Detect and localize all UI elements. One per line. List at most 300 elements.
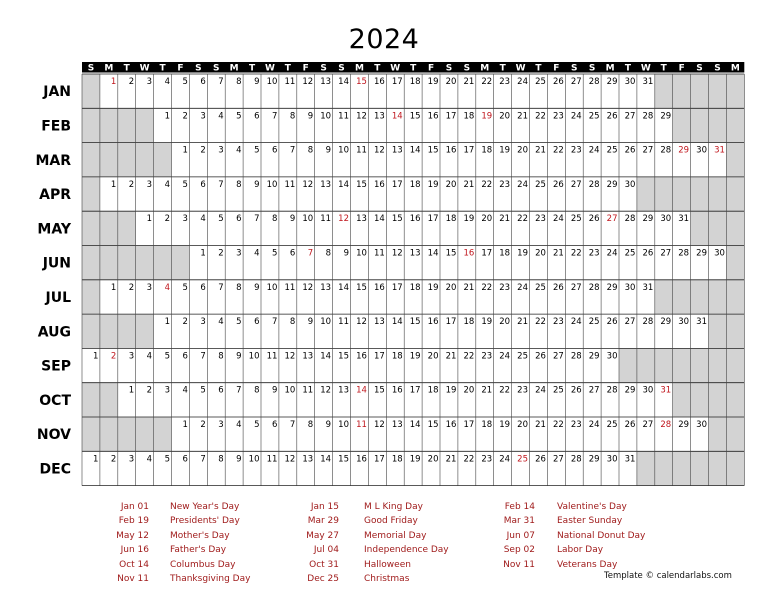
day-number: 22 [481,77,493,87]
holiday-name: Halloween [364,559,411,570]
day-number: 23 [499,282,511,293]
weekday-label: T [499,63,506,74]
day-number: 5 [254,145,260,156]
day-number: 31 [642,282,654,293]
day-number: 20 [445,282,457,293]
day-number: 22 [463,351,475,362]
day-number: 3 [128,454,135,465]
day-number: 12 [284,351,296,362]
day-number: 11 [266,351,278,362]
day-number: 27 [642,145,654,156]
holiday-name: Good Friday [364,516,418,527]
day-number: 22 [481,282,493,293]
day-number: 6 [182,351,188,362]
day-number: 22 [499,385,511,396]
calendar-year-title: 2024 [348,24,420,55]
day-number: 13 [373,317,385,328]
day-number: 17 [391,179,403,190]
month-label: FEB [41,118,71,135]
day-number: 8 [218,351,224,362]
empty-cell [637,451,655,485]
day-number: 22 [481,179,493,190]
empty-cell [709,177,727,211]
empty-cell [100,383,118,417]
day-number: 4 [236,420,242,430]
day-number: 21 [445,351,457,362]
day-number: 3 [146,179,153,190]
empty-cell [136,246,154,280]
empty-cell [673,74,691,108]
day-number: 26 [570,385,582,396]
weekday-label: F [177,63,184,74]
day-number: 8 [325,248,332,259]
day-number: 11 [266,454,278,465]
day-number: 17 [373,351,385,362]
day-number: 15 [373,385,385,396]
empty-cell [673,108,691,142]
empty-cell [154,143,172,177]
weekday-label: M [229,63,239,74]
day-number: 9 [325,420,332,430]
day-number: 21 [481,385,493,396]
day-number: 12 [302,179,314,190]
weekday-label: F [427,63,435,74]
weekday-label: S [463,63,471,74]
day-number: 15 [338,351,349,362]
day-number: 29 [660,111,672,122]
empty-cell [691,451,709,485]
day-number: 15 [356,179,367,190]
day-number: 31 [642,77,654,87]
day-number: 1 [128,385,135,396]
weekday-label: S [338,63,345,74]
day-number: 10 [356,248,367,259]
day-number: 2 [128,179,135,190]
day-number: 7 [218,77,224,87]
empty-cell [691,211,709,245]
day-number: 9 [325,145,332,156]
day-number: 5 [164,454,170,465]
day-number: 15 [427,145,439,156]
empty-cell [673,177,691,211]
weekday-label: S [195,63,202,74]
day-number: 14 [409,420,421,430]
day-number: 18 [463,317,475,328]
empty-cell [709,108,727,142]
holiday-name: New Year's Day [170,502,240,512]
day-number: 12 [302,77,314,87]
day-number: 20 [463,385,475,396]
day-number: 1 [182,420,188,430]
weekday-label: T [284,63,291,74]
day-number: 6 [271,145,278,156]
day-number: 14 [391,317,403,328]
day-number: 26 [535,454,546,465]
day-number: 30 [642,385,654,396]
day-number: 14 [338,179,349,190]
month-label: AUG [37,324,71,341]
day-number: 27 [552,454,564,465]
weekday-label: S [445,63,453,74]
day-number: 26 [552,77,564,87]
day-number: 29 [606,179,618,190]
holiday-day-number: 15 [356,77,367,87]
empty-cell [726,383,744,417]
empty-cell [709,417,727,451]
holiday-name: Independence Day [364,545,449,556]
day-number: 3 [218,420,224,430]
day-number: 4 [146,454,153,465]
day-number: 17 [373,454,385,465]
day-number: 19 [499,420,511,430]
day-number: 25 [552,385,564,396]
day-number: 14 [320,351,332,362]
empty-cell [118,143,136,177]
day-number: 16 [356,351,367,362]
day-number: 4 [254,248,260,259]
day-number: 8 [218,454,224,465]
day-number: 17 [391,77,403,87]
day-number: 27 [552,351,564,362]
day-number: 29 [642,214,654,225]
day-number: 29 [588,351,600,362]
holiday-day-number: 12 [338,214,349,225]
holiday-date: Mar 31 [503,516,535,527]
empty-cell [673,383,691,417]
day-number: 28 [588,282,600,293]
empty-cell [709,383,727,417]
holiday-date: Oct 31 [309,559,339,570]
empty-cell [637,348,655,382]
day-number: 20 [517,145,528,156]
day-number: 23 [517,385,528,396]
day-number: 9 [254,282,260,293]
day-number: 2 [110,454,117,465]
holiday-name: Labor Day [557,545,604,556]
empty-cell [82,246,100,280]
day-number: 14 [409,145,421,156]
holiday-day-number: 16 [463,248,475,259]
day-number: 24 [588,420,600,430]
day-number: 1 [146,214,153,225]
weekday-label: S [213,63,220,74]
holiday-day-number: 31 [714,145,725,156]
day-number: 20 [499,317,511,328]
weekday-label: F [553,63,560,74]
month-label: SEP [41,358,71,375]
day-number: 13 [320,77,332,87]
day-number: 24 [552,214,564,225]
day-number: 18 [427,385,439,396]
day-number: 25 [517,351,528,362]
day-number: 11 [373,248,385,259]
holiday-date: Oct 14 [119,559,149,570]
weekday-label: T [660,63,667,74]
holiday-name: Father's Day [170,545,227,556]
holiday-day-number: 25 [517,454,528,465]
day-number: 25 [535,77,546,87]
day-number: 10 [266,77,278,87]
day-number: 21 [445,454,457,465]
day-number: 18 [481,145,493,156]
empty-cell [118,314,136,348]
day-number: 25 [606,145,618,156]
empty-cell [726,211,744,245]
day-number: 21 [517,317,528,328]
holiday-date: Feb 19 [118,516,149,527]
holiday-name: Christmas [364,574,410,584]
day-number: 6 [218,385,224,396]
day-number: 23 [570,145,582,156]
day-number: 4 [200,214,206,225]
holiday-date: Dec 25 [307,574,339,584]
day-number: 17 [463,420,475,430]
empty-cell [100,108,118,142]
holiday-date: Jun 16 [120,545,149,556]
day-number: 16 [391,385,403,396]
day-number: 31 [678,214,690,225]
day-number: 2 [182,317,188,328]
day-number: 20 [499,111,511,122]
day-number: 29 [588,454,600,465]
empty-cell [691,108,709,142]
day-number: 19 [427,77,439,87]
weekday-label: M [104,63,114,74]
day-number: 25 [588,111,600,122]
day-number: 28 [642,111,654,122]
day-number: 9 [343,248,349,259]
empty-cell [673,451,691,485]
day-number: 24 [517,282,528,293]
day-number: 1 [182,145,188,156]
day-number: 10 [338,420,349,430]
empty-cell [726,108,744,142]
month-label: MAR [35,152,71,169]
holiday-day-number: 27 [606,214,618,225]
day-number: 15 [356,282,367,293]
day-number: 26 [606,317,618,328]
weekday-label: F [302,63,309,74]
day-number: 30 [624,282,636,293]
day-number: 20 [445,77,457,87]
day-number: 12 [284,454,296,465]
day-number: 6 [200,77,206,87]
day-number: 2 [182,111,188,122]
day-number: 6 [200,282,206,293]
empty-cell [726,417,744,451]
month-label: JUN [42,255,71,272]
empty-cell [673,280,691,314]
day-number: 6 [254,317,260,328]
day-number: 3 [146,77,153,87]
day-number: 28 [570,454,582,465]
empty-cell [118,246,136,280]
day-number: 25 [570,214,582,225]
weekday-label: S [571,63,578,74]
day-number: 12 [356,317,367,328]
holiday-date: Mar 29 [307,516,339,527]
holiday-date: May 12 [116,530,149,541]
day-number: 26 [624,145,636,156]
holiday-date: Jul 04 [313,545,339,556]
month-label: OCT [39,392,71,409]
day-number: 1 [164,111,170,122]
day-number: 10 [248,454,260,465]
weekday-label: S [696,63,703,74]
empty-cell [726,177,744,211]
day-number: 26 [535,351,546,362]
month-label: APR [39,187,71,204]
day-number: 11 [338,111,349,122]
day-number: 4 [182,385,188,396]
empty-cell [82,108,100,142]
empty-cell [726,280,744,314]
day-number: 4 [236,145,242,156]
weekday-label: T [248,63,256,74]
day-number: 24 [570,111,582,122]
day-number: 20 [535,248,546,259]
day-number: 5 [182,179,188,190]
day-number: 1 [110,282,117,293]
day-number: 22 [552,145,564,156]
holiday-name: Mother's Day [170,530,230,541]
holiday-date: Jun 07 [506,530,535,541]
day-number: 8 [236,179,242,190]
day-number: 2 [200,420,206,430]
day-number: 28 [660,145,672,156]
empty-cell [691,348,709,382]
day-number: 17 [463,145,475,156]
day-number: 18 [499,248,511,259]
day-number: 24 [570,317,582,328]
weekday-label: T [535,63,542,74]
weekday-label: M [730,63,740,74]
day-number: 19 [427,179,439,190]
day-number: 28 [588,77,600,87]
day-number: 9 [289,214,296,225]
day-number: 8 [307,420,314,430]
day-number: 26 [588,214,600,225]
empty-cell [726,451,744,485]
day-number: 23 [481,454,493,465]
day-number: 7 [271,111,278,122]
day-number: 18 [409,282,421,293]
day-number: 30 [696,145,707,156]
holiday-name: Easter Sunday [557,516,623,527]
day-number: 2 [164,214,170,225]
empty-cell [154,246,172,280]
day-number: 16 [373,77,385,87]
day-number: 7 [200,351,206,362]
empty-cell [709,451,727,485]
day-number: 13 [391,145,403,156]
month-label: NOV [36,427,71,444]
template-credit: Template © calendarlabs.com [604,571,732,581]
day-number: 26 [552,282,564,293]
day-number: 5 [182,77,188,87]
day-number: 9 [254,179,260,190]
day-number: 28 [588,179,600,190]
day-number: 27 [570,282,582,293]
holiday-day-number: 4 [164,282,170,293]
day-number: 3 [200,317,206,328]
day-number: 10 [320,111,332,122]
day-number: 5 [236,111,242,122]
day-number: 23 [499,77,511,87]
holiday-name: Veterans Day [557,559,618,570]
weekday-label: F [678,63,685,74]
empty-cell [655,280,673,314]
day-number: 25 [606,420,618,430]
day-number: 28 [642,317,654,328]
holiday-day-number: 14 [356,385,367,396]
day-number: 10 [266,282,278,293]
holiday-date: May 27 [306,530,339,541]
holiday-day-number: 19 [481,111,493,122]
day-number: 8 [289,317,296,328]
weekday-label: S [714,63,721,74]
day-number: 25 [624,248,636,259]
empty-cell [726,314,744,348]
day-number: 27 [660,248,672,259]
day-number: 28 [606,385,618,396]
day-number: 6 [289,248,296,259]
weekday-label: M [480,63,490,74]
empty-cell [655,451,673,485]
day-number: 20 [481,214,493,225]
empty-cell [172,246,190,280]
day-number: 21 [517,111,528,122]
holiday-day-number: 2 [110,351,117,362]
empty-cell [82,74,100,108]
weekday-label: W [640,63,651,74]
day-number: 27 [570,77,582,87]
day-number: 7 [200,454,206,465]
day-number: 29 [696,248,707,259]
empty-cell [726,74,744,108]
day-number: 6 [200,179,206,190]
day-number: 2 [128,282,135,293]
empty-cell [709,74,727,108]
day-number: 30 [606,454,618,465]
day-number: 16 [427,111,439,122]
day-number: 25 [588,317,600,328]
holiday-date: Feb 14 [504,502,535,512]
day-number: 13 [356,214,367,225]
day-number: 5 [200,385,206,396]
weekday-label: T [159,63,166,74]
day-number: 28 [624,214,636,225]
day-number: 22 [463,454,475,465]
day-number: 5 [271,248,278,259]
day-number: 23 [535,214,546,225]
holiday-day-number: 11 [356,420,367,430]
empty-cell [655,74,673,108]
weekday-label: T [374,63,381,74]
day-number: 16 [373,179,385,190]
day-number: 6 [254,111,260,122]
day-number: 5 [182,282,188,293]
weekday-label: T [123,63,130,74]
day-number: 25 [535,282,546,293]
day-number: 17 [409,385,421,396]
day-number: 13 [338,385,349,396]
empty-cell [82,177,100,211]
day-number: 30 [678,317,690,328]
day-number: 5 [236,317,242,328]
day-number: 13 [302,454,314,465]
day-number: 21 [499,214,511,225]
